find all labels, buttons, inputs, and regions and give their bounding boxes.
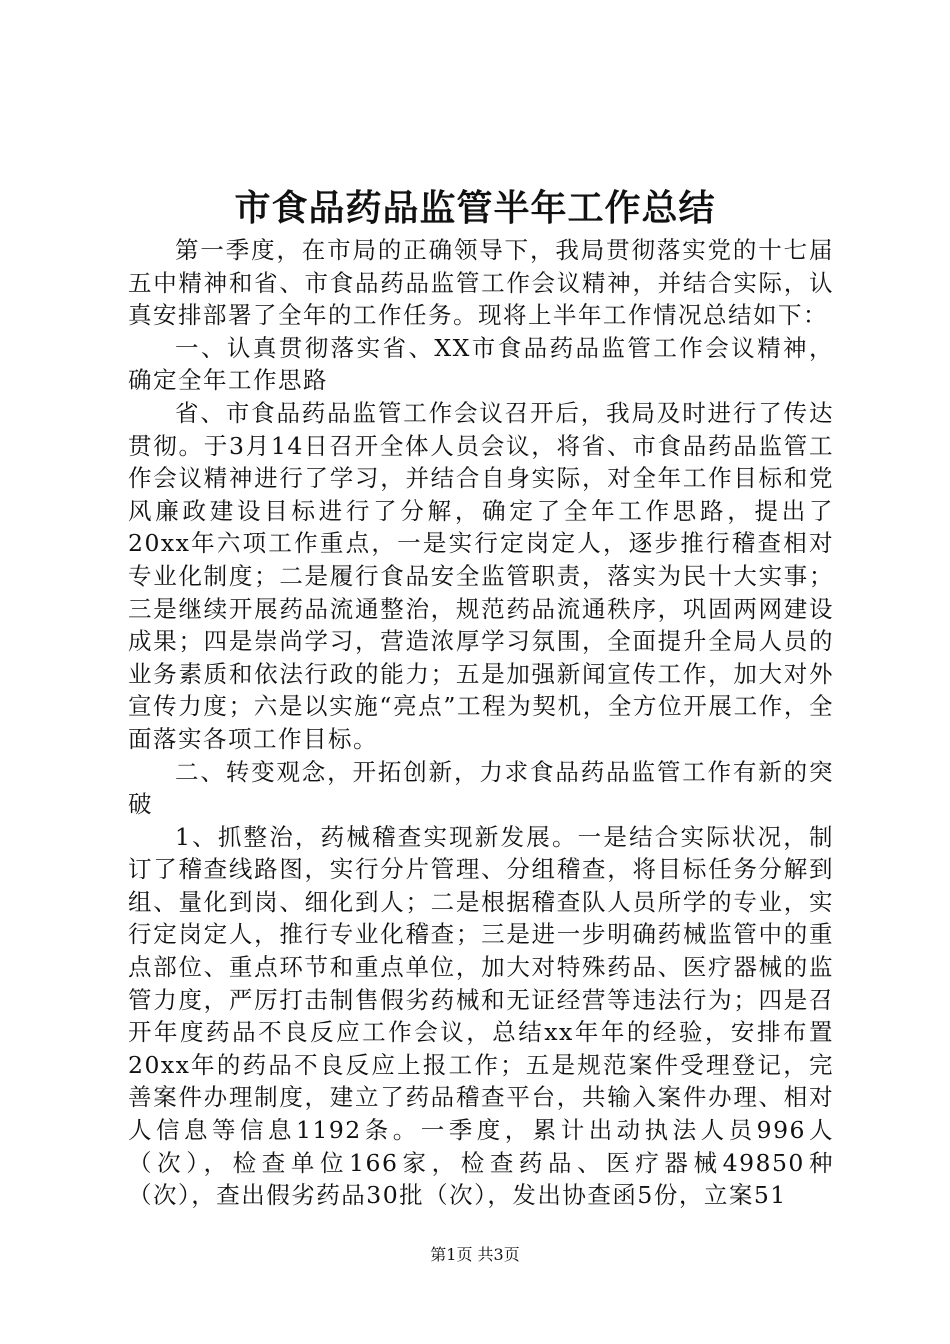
- paragraph-intro: 第一季度，在市局的正确领导下，我局贯彻落实党的十七届五中精神和省、市食品药品监管工作会议精神，并结合实际，认真安排部署了全年的工作任务。现将上半年工作情况总结如下：: [128, 236, 834, 330]
- paragraph-section-2-item-1: 1、抓整治，药械稽查实现新发展。一是结合实际状况，制订了稽查线路图，实行分片管理、分组稽查，将目标任务分解到组、量化到岗、细化到人；二是根据稽查队人员所学的专业，实行定岗定人，推行专业化稽查；三是进一步明确药械监管中的重点部位、重点环节和重点单位，加大对特殊药品、医疗器械的监管力度，严厉打击制售假劣药械和无证经营等违法行为；四是召开年度药品不良反应工作会议，总结xx年年的经验，安排布置20xx年的药品不良反应上报工作；五是规范案件受理登记，完善案件办理制度，建立了药品稽查平台，共输入案件办理、相对人信息等信息1192条。一季度，累计出动执法人员996人（次），检查单位166家，检查药品、医疗器械49850种（次），查出假劣药品30批（次），发出协查函5份，立案51: [128, 822, 834, 1210]
- page-number-footer: 第1页 共3页: [430, 1245, 520, 1264]
- document-title: 市食品药品监管半年工作总结: [234, 187, 716, 229]
- heading-section-2: 二、转变观念，开拓创新，力求食品药品监管工作有新的突破: [128, 757, 834, 819]
- document-body: [128, 234, 834, 1212]
- paragraph-section-1: 省、市食品药品监管工作会议召开后，我局及时进行了传达贯彻。于3月14日召开全体人员会议，将省、市食品药品监管工作会议精神进行了学习，并结合自身实际，对全年工作目标和党风廉政建设目标进行了分解，确定了全年工作思路，提出了20xx年六项工作重点，一是实行定岗定人，逐步推行稽查相对专业化制度；二是履行食品安全监管职责，落实为民十大实事；三是继续开展药品流通整治，规范药品流通秩序，巩固两网建设成果；四是崇尚学习，营造浓厚学习氛围，全面提升全局人员的业务素质和依法行政的能力；五是加强新闻宣传工作，加大对外宣传力度；六是以实施“亮点”工程为契机，全方位开展工作，全面落实各项工作目标。: [128, 398, 834, 753]
- heading-section-1: 一、认真贯彻落实省、XX市食品药品监管工作会议精神，确定全年工作思路: [128, 333, 834, 395]
